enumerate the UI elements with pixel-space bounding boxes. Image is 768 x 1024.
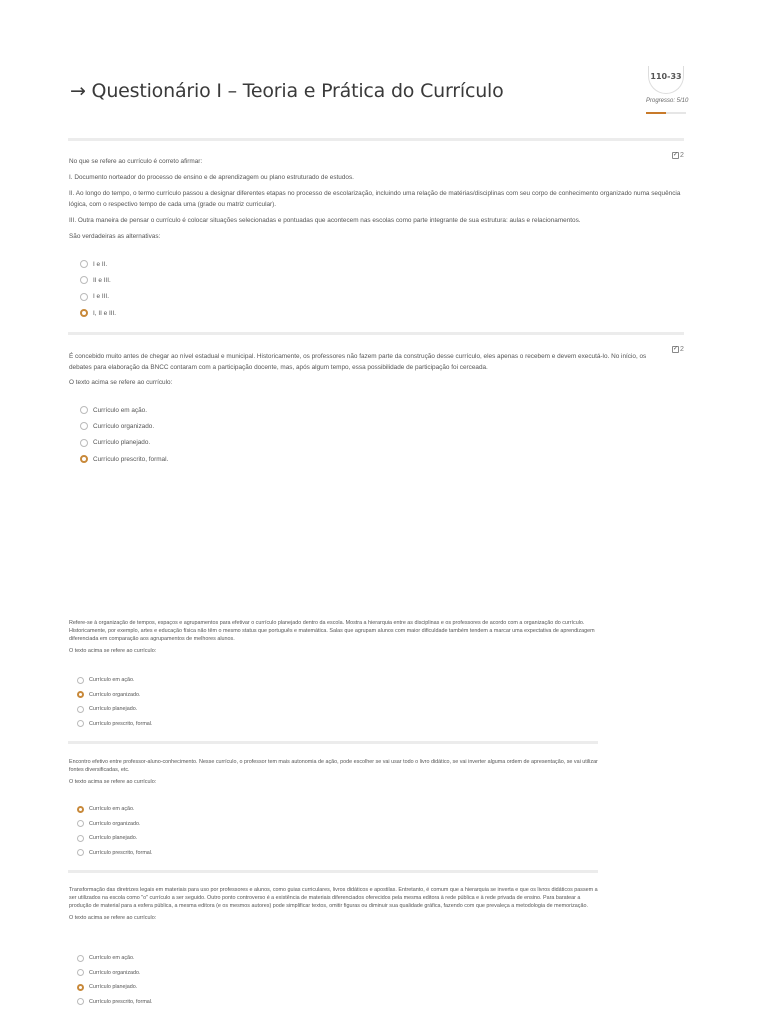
radio-icon[interactable] (80, 406, 88, 414)
option[interactable]: I e II. (80, 256, 116, 272)
radio-icon[interactable] (77, 820, 84, 827)
option[interactable]: Currículo organizado. (80, 418, 168, 434)
radio-icon[interactable] (77, 835, 84, 842)
radio-icon[interactable] (77, 955, 84, 962)
question-line: III. Outra maneira de pensar o currículo é colocar situações selecionadas e pontuadas que acontecem nas escolas como parte integrante de sua estrutura: aulas e relacionamentos. (69, 217, 581, 224)
radio-icon[interactable] (77, 998, 84, 1005)
question-mark: ✓ 2 (673, 346, 684, 353)
option[interactable]: Currículo prescrito, formal. (77, 995, 153, 1010)
radio-icon[interactable] (77, 706, 84, 713)
options-list (80, 256, 116, 321)
radio-icon[interactable] (77, 806, 84, 813)
option[interactable]: I, II e III. (80, 305, 116, 321)
progress-fill (646, 112, 666, 114)
option[interactable]: Currículo planejado. (77, 980, 153, 995)
radio-icon[interactable] (77, 677, 84, 684)
options-list (77, 673, 153, 731)
option[interactable]: Currículo em ação. (77, 951, 153, 966)
options-list (80, 402, 168, 467)
radio-icon[interactable] (77, 849, 84, 856)
checkbox-icon: ✓ (673, 346, 679, 352)
option[interactable]: Currículo em ação. (77, 802, 153, 817)
progress-count: 110-33 (650, 72, 682, 81)
option[interactable]: Currículo em ação. (77, 673, 153, 688)
page-title: → Questionário I – Teoria e Prática do Currículo (70, 80, 504, 102)
question-line: No que se refere ao currículo é correto afirmar: (69, 158, 203, 165)
option[interactable]: Currículo planejado. (77, 702, 153, 717)
question-text (69, 619, 601, 655)
question-line: O texto acima se refere ao currículo: (69, 379, 173, 386)
question-text (69, 351, 669, 388)
radio-icon[interactable] (80, 276, 88, 284)
option[interactable]: Currículo prescrito, formal. (77, 717, 153, 732)
option[interactable]: Currículo organizado. (77, 688, 153, 703)
question-line: II. Ao longo do tempo, o termo currículo passou a designar diferentes etapas no processo de escolarização, incluindo uma relação de matérias/disciplinas com seu corpo de conhecimento organizado numa sequência lógica, com o respectivo tempo de cada uma (grade ou matriz curricular). (69, 190, 681, 208)
question-mark: ✓ 2 (673, 152, 684, 159)
radio-icon[interactable] (77, 720, 84, 727)
progress-label: Progresso: 5/10 (646, 98, 689, 104)
question-line: São verdadeiras as alternativas: (69, 233, 161, 240)
option[interactable]: Currículo organizado. (77, 817, 153, 832)
option[interactable]: Currículo planejado. (77, 831, 153, 846)
question-line: Encontro efetivo entre professor-aluno-conhecimento. Nesse currículo, o professor tem mais autonomia de ação, pode escolher se vai usar todo o livro didático, se vai inverter alguma ordem de apresentação, se vai utilizar fontes diversificadas, etc. (69, 759, 598, 773)
question-text (69, 758, 601, 786)
checkbox-icon: ✓ (673, 152, 679, 158)
option[interactable]: Currículo em ação. (80, 402, 168, 418)
radio-icon[interactable] (77, 969, 84, 976)
radio-icon[interactable] (80, 293, 88, 301)
radio-icon[interactable] (80, 439, 88, 447)
progress-widget (642, 66, 690, 116)
question-text (69, 886, 601, 922)
radio-icon[interactable] (80, 422, 88, 430)
divider (68, 332, 684, 335)
question-line: Refere-se à organização de tempos, espaços e agrupamentos para efetivar o currículo planejado dentro da escola. Mostra a hierarquia entre as disciplinas e os professores de acordo com a organização do currículo. Historicamente, por exemplo, artes e educação física não têm o mesmo status que português e matemática. Salas que agrupam alunos com maior dificuldade também tendem a marcar uma expectativa de aprendizagem diferenciada em comparação aos agrupamentos de melhores alunos. (69, 620, 595, 642)
question-line: O texto acima se refere ao currículo: (69, 779, 157, 785)
divider (68, 138, 684, 141)
question-line: I. Documento norteador do processo de ensino e de aprendizagem ou plano estruturado de estudos. (69, 174, 354, 181)
option[interactable]: II e III. (80, 272, 116, 288)
option[interactable]: Currículo prescrito, formal. (80, 451, 168, 467)
option[interactable]: Currículo prescrito, formal. (77, 846, 153, 861)
question-text (69, 156, 687, 242)
radio-icon[interactable] (80, 455, 88, 463)
radio-icon[interactable] (77, 691, 84, 698)
option[interactable]: Currículo planejado. (80, 435, 168, 451)
question-line: O texto acima se refere ao currículo: (69, 648, 157, 654)
radio-icon[interactable] (80, 260, 88, 268)
option[interactable]: Currículo organizado. (77, 966, 153, 981)
question-line: Transformação das diretrizes legais em materiais para uso por professores e alunos, como guias curriculares, livros didáticos e apostilas. Entretanto, é comum que a hierarquia se inverta e que os livros didáticos passem a ser utilizados na escola como "o" currículo a ser seguido. Outro ponto controverso é a existência de materiais diferenciados oferecidos pela mesma editora à rede pública e à rede privada de ensino. Para baratear a produção de material para a esfera pública, a mesma editora (e os mesmos autores) pode simplificar textos, omitir figuras ou diminuir sua qualidade gráfica, fazendo com que prevaleça a metodologia de memorização. (69, 887, 598, 909)
question-line: O texto acima se refere ao currículo: (69, 915, 157, 921)
options-list (77, 802, 153, 860)
divider (68, 870, 598, 873)
radio-icon[interactable] (80, 309, 88, 317)
question-line: É concebido muito antes de chegar ao nível estadual e municipal. Historicamente, os professores não fazem parte da construção desse currículo, eles apenas o recebem e devem executá-lo. No início, os debates para elaboração da BNCC contaram com a participação docente, mas, após algum tempo, essa possibilidade de participação foi cerceada. (69, 353, 647, 371)
radio-icon[interactable] (77, 984, 84, 991)
divider (68, 741, 598, 744)
options-list (77, 951, 153, 1009)
option[interactable]: I e III. (80, 289, 116, 305)
progress-bar (646, 112, 686, 114)
